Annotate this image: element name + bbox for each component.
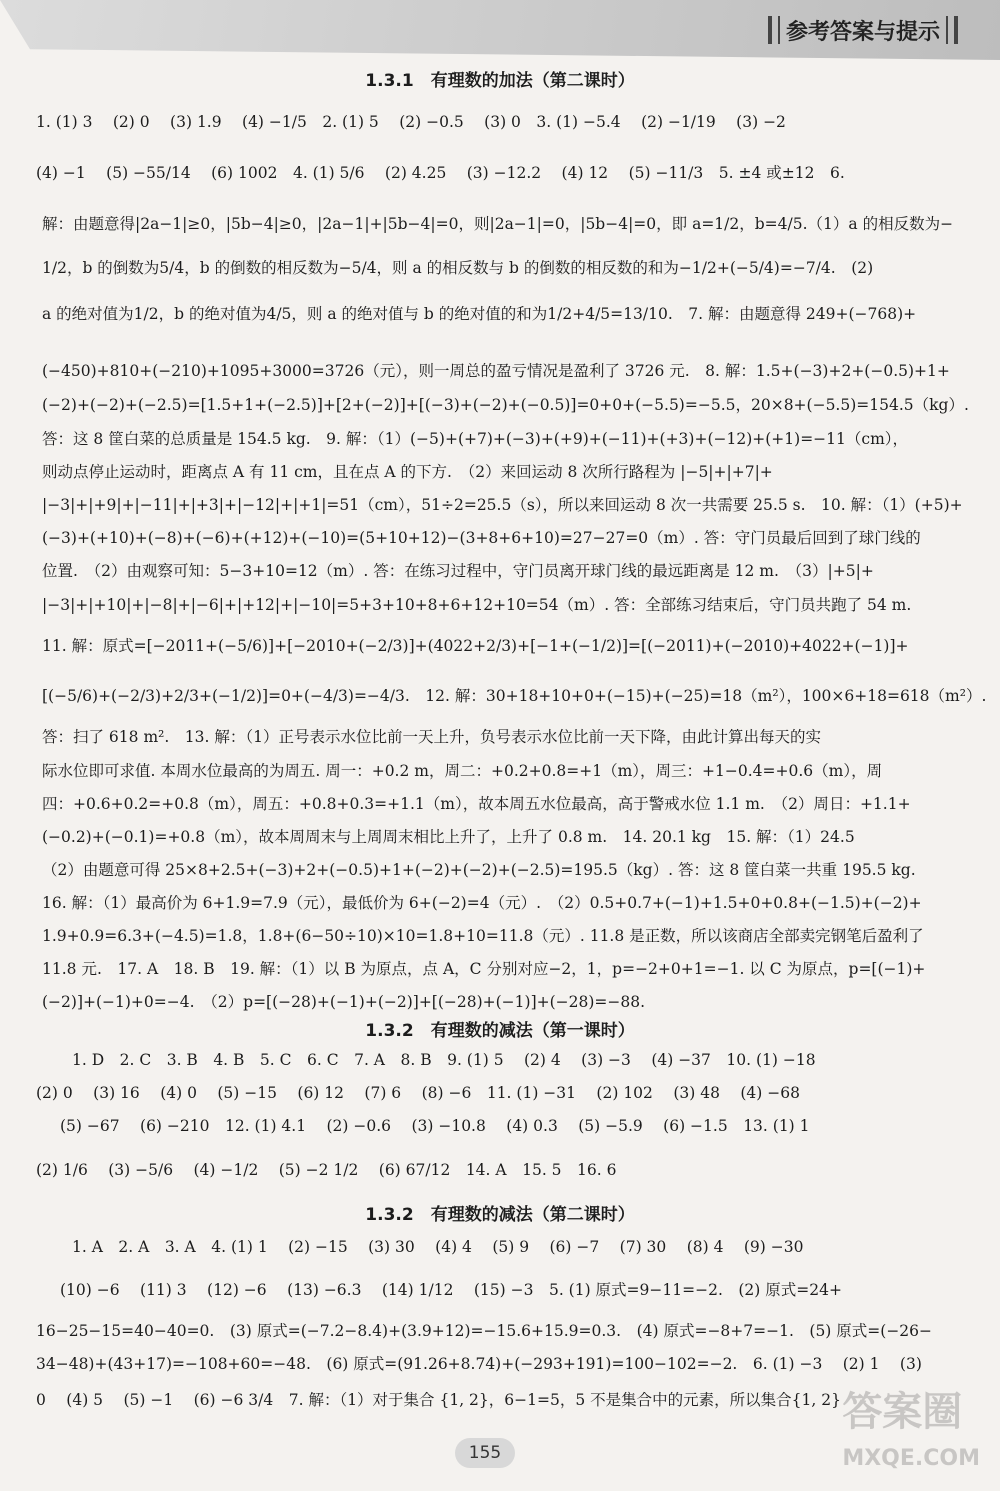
answer-line: 位置. （2）由观察可知：5−3+10=12（m）. 答：在练习过程中，守门员离开球门线的最远距离是 12 m. （3）|+5|+ [42, 562, 874, 580]
header-tab [768, 14, 958, 46]
answer-line: 34−48)+(43+17)=−108+60=−48. (6) 原式=(91.26+8.74)+(−293+191)=100−102=−2. 6. (1) −3 (2) 1 (3) [36, 1355, 922, 1373]
bar-decoration [954, 16, 958, 44]
answer-line: (−2)+(−2)+(−2.5)=[1.5+1+(−2.5)]+[2+(−2)]+[(−3)+(−2)+(−0.5)]=0+0+(−5.5)=−5.5，20×8+(−5.5)=154.5（kg）. [42, 396, 969, 414]
answer-line: (−450)+810+(−210)+1095+3000=3726（元），则一周总的盈亏情况是盈利了 3726 元. 8. 解：1.5+(−3)+2+(−0.5)+1+ [42, 362, 950, 380]
answer-line: (2) 0 (3) 16 (4) 0 (5) −15 (6) 12 (7) 6 (8) −6 11. (1) −31 (2) 102 (3) 48 (4) −68 [36, 1084, 800, 1102]
answer-line: 16−25−15=40−40=0. (3) 原式=(−7.2−8.4)+(3.9+12)=−15.6+15.9=0.3. (4) 原式=−8+7=−1. (5) 原式=(−26− [36, 1322, 933, 1340]
answer-line: (−3)+(+10)+(−8)+(−6)+(+12)+(−10)=(5+10+12)−(3+8+6+10)=27−27=0（m）. 答：守门员最后回到了球门线的 [42, 529, 921, 547]
answer-line: 11. 解：原式=[−2011+(−5/6)]+[−2010+(−2/3)]+(4022+2/3)+[−1+(−1/2)]=[(−2011)+(−2010)+4022+(−1)]+ [42, 637, 909, 655]
page-number: 155 [455, 1438, 515, 1468]
answer-line: 16. 解：（1）最高价为 6+1.9=7.9（元），最低价为 6+(−2)=4（元）. （2）0.5+0.7+(−1)+1.5+0+0.8+(−1.5)+(−2)+ [42, 894, 922, 912]
answer-line: (2) 1/6 (3) −5/6 (4) −1/2 (5) −2 1/2 (6) 67/12 14. A 15. 5 16. 6 [36, 1161, 617, 1179]
answer-line: |−3|+|+9|+|−11|+|+3|+|−12|+|+1|=51（cm），51÷2=25.5（s），所以来回运动 8 次一共需要 25.5 s. 10. 解：（1）(+5)+ [42, 496, 963, 514]
section-title: 1.3.1 有理数的加法（第二课时） [365, 71, 635, 91]
section-title: 1.3.2 有理数的减法（第二课时） [365, 1205, 635, 1225]
answer-line: 1/2，b 的倒数为5/4，b 的倒数的相反数为−5/4，则 a 的相反数与 b 的倒数的相反数的和为−1/2+(−5/4)=−7/4. (2) [42, 259, 874, 277]
answer-line: 0 (4) 5 (5) −1 (6) −6 3/4 7. 解：（1）对于集合 {1, 2}，6−1=5，5 不是集合中的元素，所以集合{1, 2} [36, 1391, 841, 1409]
answer-line: 际水位即可求值. 本周水位最高的为周五. 周一：+0.2 m，周二：+0.2+0.8=+1（m），周三：+1−0.4=+0.6（m），周 [42, 762, 883, 780]
answer-line: a 的绝对值为1/2，b 的绝对值为4/5，则 a 的绝对值与 b 的绝对值的和为1/2+4/5=13/10. 7. 解：由题意得 249+(−768)+ [42, 305, 917, 323]
answer-line: 答：这 8 筐白菜的总质量是 154.5 kg. 9. 解：（1）(−5)+(+7)+(−3)+(+9)+(−11)+(+3)+(−12)+(+1)=−11（cm）， [42, 430, 909, 448]
answer-line: [(−5/6)+(−2/3)+2/3+(−1/2)]=0+(−4/3)=−4/3. 12. 解：30+18+10+0+(−15)+(−25)=18（m²），100×6+18=618（m²）. [42, 687, 987, 705]
answer-line: |−3|+|+10|+|−8|+|−6|+|+12|+|−10|=5+3+10+8+6+12+10=54（m）. 答：全部练习结束后，守门员共跑了 54 m. [42, 596, 912, 614]
bar-decoration [778, 16, 780, 44]
watermark-logo: 答案圈 MXQE.COM [842, 1389, 980, 1471]
answer-line: 1. D 2. C 3. B 4. B 5. C 6. C 7. A 8. B 9. (1) 5 (2) 4 (3) −3 (4) −37 10. (1) −18 [72, 1051, 816, 1069]
answer-line: 11.8 元. 17. A 18. B 19. 解：（1）以 B 为原点，点 A，C 分别对应−2，1，p=−2+0+1=−1. 以 C 为原点，p=[(−1)+ [42, 960, 926, 978]
answer-line: 1.9+0.9=6.3+(−4.5)=1.8，1.8+(6−50÷10)×10=1.8+10=11.8（元）. 11.8 是正数，所以该商店全部卖完钢笔后盈利了 [42, 927, 924, 945]
bar-decoration [946, 16, 948, 44]
answer-line: 1. A 2. A 3. A 4. (1) 1 (2) −15 (3) 30 (4) 4 (5) 9 (6) −7 (7) 30 (8) 4 (9) −30 [72, 1238, 804, 1256]
answer-line: (10) −6 (11) 3 (12) −6 (13) −6.3 (14) 1/12 (15) −3 5. (1) 原式=9−11=−2. (2) 原式=24+ [60, 1281, 842, 1299]
answer-line: 1. (1) 3 (2) 0 (3) 1.9 (4) −1/5 2. (1) 5 (2) −0.5 (3) 0 3. (1) −5.4 (2) −1/19 (3) −2 [36, 113, 786, 131]
answer-line: 答：扫了 618 m². 13. 解：（1）正号表示水位比前一天上升，负号表示水位比前一天下降，由此计算出每天的实 [42, 728, 821, 746]
answer-line: (4) −1 (5) −55/14 (6) 1002 4. (1) 5/6 (2) 4.25 (3) −12.2 (4) 12 (5) −11/3 5. ±4 或±12 6. [36, 164, 845, 182]
answer-line: (−2)]+(−1)+0=−4. （2）p=[(−28)+(−1)+(−2)]+[(−28)+(−1)]+(−28)=−88. [42, 993, 646, 1011]
header-label: 参考答案与提示 [785, 19, 940, 45]
bar-decoration [768, 16, 772, 44]
answer-line: (−0.2)+(−0.1)=+0.8（m），故本周周末与上周周末相比上升了，上升了 0.8 m. 14. 20.1 kg 15. 解：（1）24.5 [42, 828, 855, 846]
answer-line: (5) −67 (6) −210 12. (1) 4.1 (2) −0.6 (3) −10.8 (4) 0.3 (5) −5.9 (6) −1.5 13. (1) 1 [60, 1117, 810, 1135]
answer-line: （2）由题意可得 25×8+2.5+(−3)+2+(−0.5)+1+(−2)+(−2)+(−2.5)=195.5（kg）. 答：这 8 筐白菜一共重 195.5 kg. [42, 861, 916, 879]
section-title: 1.3.2 有理数的减法（第一课时） [365, 1021, 635, 1041]
answer-line: 则动点停止运动时，距离点 A 有 11 cm，且在点 A 的下方. （2）来回运动 8 次所行路程为 |−5|+|+7|+ [42, 463, 773, 481]
answer-line: 解：由题意得|2a−1|≥0，|5b−4|≥0，|2a−1|+|5b−4|=0，则|2a−1|=0，|5b−4|=0，即 a=1/2，b=4/5.（1）a 的相反数为− [42, 215, 954, 233]
answer-line: 四：+0.6+0.2=+0.8（m），周五：+0.8+0.3=+1.1（m），故本周五水位最高，高于警戒水位 1.1 m. （2）周日：+1.1+ [42, 795, 911, 813]
